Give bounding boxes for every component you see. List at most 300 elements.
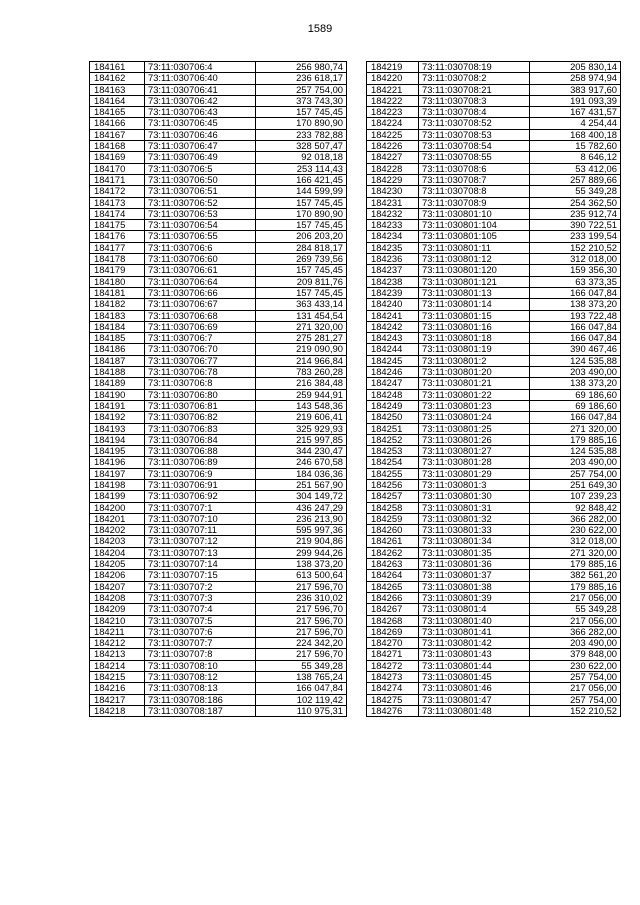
cadastral-number-cell: 73:11:030706:8 [145,378,256,389]
row-number-cell: 184253 [367,446,419,457]
table-row [367,581,621,592]
amount-cell: 217 596,70 [256,581,347,592]
row-number-cell: 184178 [90,254,145,265]
cadastral-number-cell: 73:11:030706:53 [145,208,256,219]
amount-cell: 138 373,20 [256,559,347,570]
amount-cell: 256 980,74 [256,62,347,73]
row-number-cell: 184232 [367,208,419,219]
table-row [367,299,621,310]
table-row [90,446,347,457]
row-number-cell: 184192 [90,412,145,423]
row-number-cell: 184219 [367,62,419,73]
cadastral-number-cell: 73:11:030801:105 [419,231,530,242]
table-row [90,570,347,581]
cadastral-number-cell: 73:11:030706:42 [145,95,256,106]
table-row [367,570,621,581]
table-row [367,536,621,547]
amount-cell: 233 199,54 [530,231,621,242]
row-number-cell: 184197 [90,468,145,479]
table-row [90,423,347,434]
row-number-cell: 184220 [367,73,419,84]
row-number-cell: 184187 [90,355,145,366]
row-number-cell: 184193 [90,423,145,434]
row-number-cell: 184243 [367,333,419,344]
amount-cell: 157 745,45 [256,197,347,208]
row-number-cell: 184199 [90,491,145,502]
amount-cell: 783 260,28 [256,367,347,378]
table-row [367,174,621,185]
table-row [367,705,621,716]
row-number-cell: 184205 [90,559,145,570]
row-number-cell: 184229 [367,174,419,185]
cadastral-number-cell: 73:11:030801:21 [419,378,530,389]
cadastral-number-cell: 73:11:030707:4 [145,604,256,615]
amount-cell: 179 885,16 [530,581,621,592]
amount-cell: 325 929,93 [256,423,347,434]
cadastral-number-cell: 73:11:030801:12 [419,254,530,265]
amount-cell: 379 848,00 [530,649,621,660]
cadastral-number-cell: 73:11:030706:64 [145,276,256,287]
row-number-cell: 184174 [90,208,145,219]
amount-cell: 236 310,02 [256,592,347,603]
table-row [90,355,347,366]
table-row [90,604,347,615]
cadastral-number-cell: 73:11:030801:35 [419,547,530,558]
amount-cell: 166 047,84 [530,287,621,298]
cadastral-number-cell: 73:11:030708:13 [145,683,256,694]
row-number-cell: 184276 [367,705,419,716]
table-row [367,186,621,197]
cadastral-number-cell: 73:11:030706:47 [145,141,256,152]
table-row [90,694,347,705]
table-row [90,107,347,118]
row-number-cell: 184200 [90,502,145,513]
left-table-body [90,62,347,717]
amount-cell: 215 997,85 [256,434,347,445]
amount-cell: 157 745,45 [256,265,347,276]
table-row [90,434,347,445]
table-row [90,378,347,389]
table-row [90,118,347,129]
table-row [90,62,347,73]
cadastral-number-cell: 73:11:030707:12 [145,536,256,547]
table-row [367,378,621,389]
cadastral-number-cell: 73:11:030708:21 [419,84,530,95]
amount-cell: 144 599,99 [256,186,347,197]
cadastral-number-cell: 73:11:030708:2 [419,73,530,84]
table-row [367,626,621,637]
cadastral-number-cell: 73:11:030706:41 [145,84,256,95]
cadastral-number-cell: 73:11:030801:26 [419,434,530,445]
table-row [90,333,347,344]
amount-cell: 124 535,88 [530,355,621,366]
table-row [367,287,621,298]
row-number-cell: 184195 [90,446,145,457]
amount-cell: 217 596,70 [256,604,347,615]
cadastral-number-cell: 73:11:030706:45 [145,118,256,129]
cadastral-number-cell: 73:11:030801:22 [419,389,530,400]
table-row [367,525,621,536]
row-number-cell: 184231 [367,197,419,208]
row-number-cell: 184226 [367,141,419,152]
table-row [367,457,621,468]
table-row [367,129,621,140]
amount-cell: 102 119,42 [256,694,347,705]
row-number-cell: 184271 [367,649,419,660]
row-number-cell: 184227 [367,152,419,163]
table-row [367,604,621,615]
table-row [90,265,347,276]
cadastral-number-cell: 73:11:030708:53 [419,129,530,140]
cadastral-number-cell: 73:11:030706:49 [145,152,256,163]
row-number-cell: 184267 [367,604,419,615]
row-number-cell: 184196 [90,457,145,468]
amount-cell: 152 210,52 [530,705,621,716]
row-number-cell: 184246 [367,367,419,378]
row-number-cell: 184166 [90,118,145,129]
cadastral-number-cell: 73:11:030706:50 [145,174,256,185]
amount-cell: 271 320,00 [530,547,621,558]
row-number-cell: 184161 [90,62,145,73]
row-number-cell: 184233 [367,220,419,231]
table-row [90,592,347,603]
cadastral-number-cell: 73:11:030706:83 [145,423,256,434]
amount-cell: 92 018,18 [256,152,347,163]
table-row [90,163,347,174]
amount-cell: 217 056,00 [530,592,621,603]
amount-cell: 152 210,52 [530,242,621,253]
cadastral-number-cell: 73:11:030708:55 [419,152,530,163]
amount-cell: 253 114,43 [256,163,347,174]
table-row [90,705,347,716]
cadastral-number-cell: 73:11:030706:55 [145,231,256,242]
cadastral-number-cell: 73:11:030706:67 [145,299,256,310]
row-number-cell: 184245 [367,355,419,366]
table-row [367,208,621,219]
cadastral-number-cell: 73:11:030801:40 [419,615,530,626]
amount-cell: 217 596,70 [256,649,347,660]
row-number-cell: 184224 [367,118,419,129]
cadastral-number-cell: 73:11:030706:66 [145,287,256,298]
amount-cell: 179 885,16 [530,559,621,570]
cadastral-number-cell: 73:11:030801:18 [419,333,530,344]
amount-cell: 383 917,60 [530,84,621,95]
row-number-cell: 184274 [367,683,419,694]
row-number-cell: 184165 [90,107,145,118]
cadastral-number-cell: 73:11:030708:8 [419,186,530,197]
row-number-cell: 184230 [367,186,419,197]
amount-cell: 390 722,51 [530,220,621,231]
table-row [367,694,621,705]
row-number-cell: 184225 [367,129,419,140]
table-row [367,84,621,95]
cadastral-number-cell: 73:11:030706:81 [145,400,256,411]
row-number-cell: 184236 [367,254,419,265]
amount-cell: 92 848,42 [530,502,621,513]
table-row [367,163,621,174]
amount-cell: 216 384,48 [256,378,347,389]
cadastral-number-cell: 73:11:030707:10 [145,513,256,524]
cadastral-number-cell: 73:11:030801:30 [419,491,530,502]
row-number-cell: 184190 [90,389,145,400]
table-row [90,491,347,502]
table-row [367,62,621,73]
amount-cell: 157 745,45 [256,107,347,118]
right-register-table [366,61,621,717]
table-row [90,547,347,558]
row-number-cell: 184241 [367,310,419,321]
row-number-cell: 184163 [90,84,145,95]
row-number-cell: 184217 [90,694,145,705]
row-number-cell: 184211 [90,626,145,637]
row-number-cell: 184177 [90,242,145,253]
amount-cell: 257 754,00 [530,672,621,683]
table-row [90,197,347,208]
row-number-cell: 184206 [90,570,145,581]
row-number-cell: 184188 [90,367,145,378]
amount-cell: 143 548,36 [256,400,347,411]
row-number-cell: 184168 [90,141,145,152]
table-row [90,95,347,106]
amount-cell: 138 373,20 [530,378,621,389]
row-number-cell: 184256 [367,479,419,490]
table-row [90,208,347,219]
row-number-cell: 184169 [90,152,145,163]
table-row [367,242,621,253]
amount-cell: 159 356,30 [530,265,621,276]
amount-cell: 219 606,41 [256,412,347,423]
row-number-cell: 184237 [367,265,419,276]
row-number-cell: 184207 [90,581,145,592]
amount-cell: 209 811,76 [256,276,347,287]
amount-cell: 254 362,50 [530,197,621,208]
amount-cell: 157 745,45 [256,287,347,298]
amount-cell: 246 670,58 [256,457,347,468]
amount-cell: 382 561,20 [530,570,621,581]
row-number-cell: 184181 [90,287,145,298]
amount-cell: 257 754,00 [530,694,621,705]
cadastral-number-cell: 73:11:030708:6 [419,163,530,174]
row-number-cell: 184263 [367,559,419,570]
table-row [367,321,621,332]
amount-cell: 373 743,30 [256,95,347,106]
table-row [367,389,621,400]
amount-cell: 257 889,66 [530,174,621,185]
cadastral-number-cell: 73:11:030706:5 [145,163,256,174]
table-row [90,141,347,152]
cadastral-number-cell: 73:11:030708:3 [419,95,530,106]
amount-cell: 251 649,30 [530,479,621,490]
cadastral-number-cell: 73:11:030801:29 [419,468,530,479]
amount-cell: 124 535,88 [530,446,621,457]
table-row [90,389,347,400]
cadastral-number-cell: 73:11:030801:15 [419,310,530,321]
table-row [90,672,347,683]
table-row [367,660,621,671]
cadastral-number-cell: 73:11:030707:8 [145,649,256,660]
table-row [367,683,621,694]
right-table-body [367,62,621,717]
cadastral-number-cell: 73:11:030708:19 [419,62,530,73]
amount-cell: 271 320,00 [256,321,347,332]
cadastral-number-cell: 73:11:030801:38 [419,581,530,592]
amount-cell: 390 467,46 [530,344,621,355]
cadastral-number-cell: 73:11:030801:121 [419,276,530,287]
row-number-cell: 184201 [90,513,145,524]
table-row [90,626,347,637]
cadastral-number-cell: 73:11:030706:52 [145,197,256,208]
amount-cell: 235 912,74 [530,208,621,219]
row-number-cell: 184189 [90,378,145,389]
row-number-cell: 184257 [367,491,419,502]
cadastral-number-cell: 73:11:030706:89 [145,457,256,468]
row-number-cell: 184213 [90,649,145,660]
table-row [90,287,347,298]
amount-cell: 304 149,72 [256,491,347,502]
cadastral-number-cell: 73:11:030801:27 [419,446,530,457]
table-row [367,615,621,626]
table-row [90,468,347,479]
page-number: 1589 [307,23,333,35]
row-number-cell: 184202 [90,525,145,536]
amount-cell: 258 974,94 [530,73,621,84]
table-row [90,152,347,163]
table-row [367,592,621,603]
cadastral-number-cell: 73:11:030708:9 [419,197,530,208]
cadastral-number-cell: 73:11:030801:25 [419,423,530,434]
cadastral-number-cell: 73:11:030706:46 [145,129,256,140]
table-row [367,107,621,118]
amount-cell: 203 490,00 [530,638,621,649]
table-row [367,254,621,265]
row-number-cell: 184258 [367,502,419,513]
amount-cell: 168 400,18 [530,129,621,140]
table-row [367,400,621,411]
cadastral-number-cell: 73:11:030801:104 [419,220,530,231]
table-row [90,174,347,185]
cadastral-number-cell: 73:11:030706:4 [145,62,256,73]
amount-cell: 269 739,56 [256,254,347,265]
cadastral-number-cell: 73:11:030801:120 [419,265,530,276]
cadastral-number-cell: 73:11:030801:10 [419,208,530,219]
cadastral-number-cell: 73:11:030707:6 [145,626,256,637]
table-row [90,254,347,265]
table-row [90,615,347,626]
amount-cell: 230 622,00 [530,660,621,671]
cadastral-number-cell: 73:11:030706:68 [145,310,256,321]
row-number-cell: 184244 [367,344,419,355]
row-number-cell: 184240 [367,299,419,310]
table-row [367,502,621,513]
cadastral-number-cell: 73:11:030801:36 [419,559,530,570]
cadastral-number-cell: 73:11:030706:92 [145,491,256,502]
cadastral-number-cell: 73:11:030801:34 [419,536,530,547]
cadastral-number-cell: 73:11:030801:23 [419,400,530,411]
amount-cell: 55 349,28 [256,660,347,671]
cadastral-number-cell: 73:11:030706:6 [145,242,256,253]
amount-cell: 312 018,00 [530,254,621,265]
row-number-cell: 184212 [90,638,145,649]
row-number-cell: 184204 [90,547,145,558]
table-row [90,502,347,513]
cadastral-number-cell: 73:11:030706:77 [145,355,256,366]
amount-cell: 217 596,70 [256,626,347,637]
cadastral-number-cell: 73:11:030801:46 [419,683,530,694]
row-number-cell: 184191 [90,400,145,411]
cadastral-number-cell: 73:11:030801:44 [419,660,530,671]
amount-cell: 275 281,27 [256,333,347,344]
row-number-cell: 184194 [90,434,145,445]
amount-cell: 257 754,00 [256,84,347,95]
table-row [367,491,621,502]
cadastral-number-cell: 73:11:030801:16 [419,321,530,332]
row-number-cell: 184266 [367,592,419,603]
cadastral-number-cell: 73:11:030801:2 [419,355,530,366]
cadastral-number-cell: 73:11:030801:47 [419,694,530,705]
table-row [367,276,621,287]
cadastral-number-cell: 73:11:030801:24 [419,412,530,423]
amount-cell: 363 433,14 [256,299,347,310]
amount-cell: 366 282,00 [530,513,621,524]
table-row [90,536,347,547]
cadastral-number-cell: 73:11:030801:37 [419,570,530,581]
table-row [90,400,347,411]
amount-cell: 15 782,60 [530,141,621,152]
amount-cell: 230 622,00 [530,525,621,536]
amount-cell: 55 349,28 [530,604,621,615]
amount-cell: 259 944,91 [256,389,347,400]
cadastral-number-cell: 73:11:030708:186 [145,694,256,705]
cadastral-number-cell: 73:11:030706:7 [145,333,256,344]
cadastral-number-cell: 73:11:030801:33 [419,525,530,536]
cadastral-number-cell: 73:11:030707:7 [145,638,256,649]
amount-cell: 179 885,16 [530,434,621,445]
table-row [90,276,347,287]
row-number-cell: 184162 [90,73,145,84]
cadastral-number-cell: 73:11:030706:9 [145,468,256,479]
table-row [90,220,347,231]
table-row [90,367,347,378]
amount-cell: 217 056,00 [530,683,621,694]
row-number-cell: 184208 [90,592,145,603]
table-row [90,638,347,649]
amount-cell: 366 282,00 [530,626,621,637]
table-row [367,446,621,457]
cadastral-number-cell: 73:11:030707:15 [145,570,256,581]
cadastral-number-cell: 73:11:030706:60 [145,254,256,265]
cadastral-number-cell: 73:11:030801:19 [419,344,530,355]
row-number-cell: 184185 [90,333,145,344]
row-number-cell: 184249 [367,400,419,411]
row-number-cell: 184242 [367,321,419,332]
row-number-cell: 184218 [90,705,145,716]
cadastral-number-cell: 73:11:030706:61 [145,265,256,276]
row-number-cell: 184252 [367,434,419,445]
cadastral-number-cell: 73:11:030801:45 [419,672,530,683]
cadastral-number-cell: 73:11:030706:43 [145,107,256,118]
amount-cell: 166 421,45 [256,174,347,185]
amount-cell: 312 018,00 [530,536,621,547]
table-row [367,265,621,276]
cadastral-number-cell: 73:11:030706:91 [145,479,256,490]
cadastral-number-cell: 73:11:030801:20 [419,367,530,378]
amount-cell: 224 342,20 [256,638,347,649]
row-number-cell: 184262 [367,547,419,558]
amount-cell: 203 490,00 [530,457,621,468]
cadastral-number-cell: 73:11:030708:187 [145,705,256,716]
cadastral-number-cell: 73:11:030707:5 [145,615,256,626]
row-number-cell: 184270 [367,638,419,649]
